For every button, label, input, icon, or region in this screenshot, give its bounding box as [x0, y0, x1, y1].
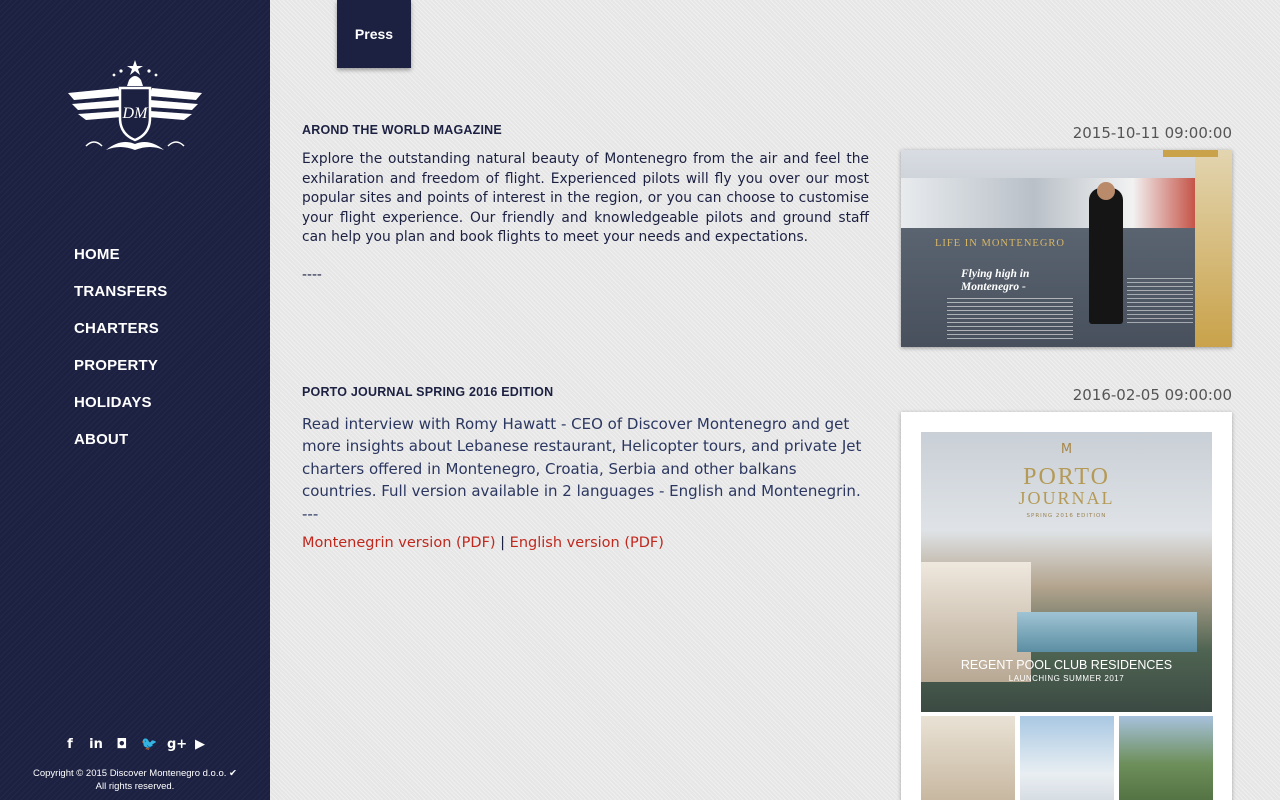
pdf-links	[302, 535, 664, 551]
cover-caption: REGENT POOL CLUB RESIDENCES	[960, 658, 1173, 672]
image-text-lines-right	[1127, 278, 1193, 326]
article-image[interactable]	[901, 150, 1232, 347]
gold-stripe	[1195, 150, 1232, 347]
copyright-text: Copyright © 2015 Discover Montenegro d.o.o. ✔	[32, 768, 237, 779]
nav-item-transfers	[74, 281, 167, 318]
article-text: Explore the outstanding natural beauty of Montenegro from the air and feel the exhilaration and freedom of flight. Experienced pilots will fly you over our most popular sites and points of interest in the region, or you can choose to customise your flight experience. Our friendly and knowledgeable pilots and ground staff can help you plan and book flights to meet your needs and expectations.	[302, 151, 869, 245]
nav-link-transfers[interactable]: TRANSFERS	[74, 283, 168, 300]
sidebar	[0, 0, 270, 800]
thumb-bridge	[1119, 716, 1213, 800]
copyright	[0, 767, 270, 793]
youtube-icon[interactable]: ▶	[195, 737, 205, 752]
facebook-icon[interactable]: f	[67, 737, 73, 752]
article-separator: ----	[302, 266, 322, 283]
nav-item-about	[74, 429, 167, 466]
pilot-figure	[1089, 188, 1123, 324]
image-subheading: Flying high in Montenegro -	[961, 268, 1030, 293]
nav-item-charters	[74, 318, 167, 355]
thumb-person	[1020, 716, 1114, 800]
cover-photo	[921, 432, 1212, 712]
link-divider: |	[500, 535, 506, 551]
nav-link-property[interactable]: PROPERTY	[74, 357, 159, 374]
instagram-icon[interactable]: ◘	[116, 737, 128, 752]
nav-item-property	[74, 355, 167, 392]
article-text: Read interview with Romy Hawatt - CEO of Discover Montenegro and get more insights about Lebanese restaurant, Helicopter tours, and private Jet charters offered in Montenegro, Croatia, Serbia and other balkans countries. Full version available in 2 languages - English and Montenegrin.	[302, 415, 862, 501]
article-title: AROND THE WORLD MAGAZINE	[302, 123, 502, 137]
twitter-icon[interactable]: 🐦	[141, 737, 158, 752]
cover-edition: SPRING 2016 EDITION	[1026, 513, 1107, 519]
social-links	[0, 736, 270, 754]
article-date: 2015-10-11 09:00:00	[1072, 124, 1232, 142]
pilot-head	[1097, 182, 1115, 200]
image-heading: LIFE IN MONTENEGRO	[935, 238, 1065, 249]
tab-press[interactable]: Press	[337, 0, 411, 68]
nav-item-home	[74, 244, 167, 281]
porto-logo-icon: M	[1060, 442, 1073, 457]
nav-item-holidays	[74, 392, 167, 429]
nav-link-home[interactable]: HOME	[74, 246, 120, 263]
montenegrin-pdf-link[interactable]: Montenegrin version (PDF)	[302, 535, 496, 551]
rights-text: All rights reserved.	[95, 781, 175, 792]
hangar-shape	[901, 178, 1232, 228]
article-body	[302, 150, 869, 285]
svg-text:DM: DM	[122, 105, 148, 122]
cover-subcaption: LAUNCHING SUMMER 2017	[1008, 674, 1125, 683]
gold-tag	[1163, 150, 1218, 157]
cover-title: PORTO	[1023, 464, 1110, 490]
linkedin-icon[interactable]: in	[89, 737, 103, 752]
nav-link-about[interactable]: ABOUT	[74, 431, 129, 448]
pool-shape	[1017, 612, 1197, 652]
article-separator: ---	[302, 504, 319, 523]
article-title: PORTO JOURNAL SPRING 2016 EDITION	[302, 385, 554, 399]
english-pdf-link[interactable]: English version (PDF)	[509, 535, 664, 551]
image-text-lines	[947, 298, 1073, 340]
main-nav	[74, 244, 167, 466]
article-body	[302, 413, 869, 525]
article-date: 2016-02-05 09:00:00	[1072, 386, 1232, 404]
googleplus-icon[interactable]: g+	[167, 737, 188, 752]
nav-link-holidays[interactable]: HOLIDAYS	[74, 394, 152, 411]
logo-eagle[interactable]	[66, 58, 204, 158]
thumb-restaurant	[921, 716, 1015, 800]
cover-subtitle: JOURNAL	[1018, 488, 1115, 508]
magazine-cover-image[interactable]	[901, 412, 1232, 800]
nav-link-charters[interactable]: CHARTERS	[74, 320, 159, 337]
